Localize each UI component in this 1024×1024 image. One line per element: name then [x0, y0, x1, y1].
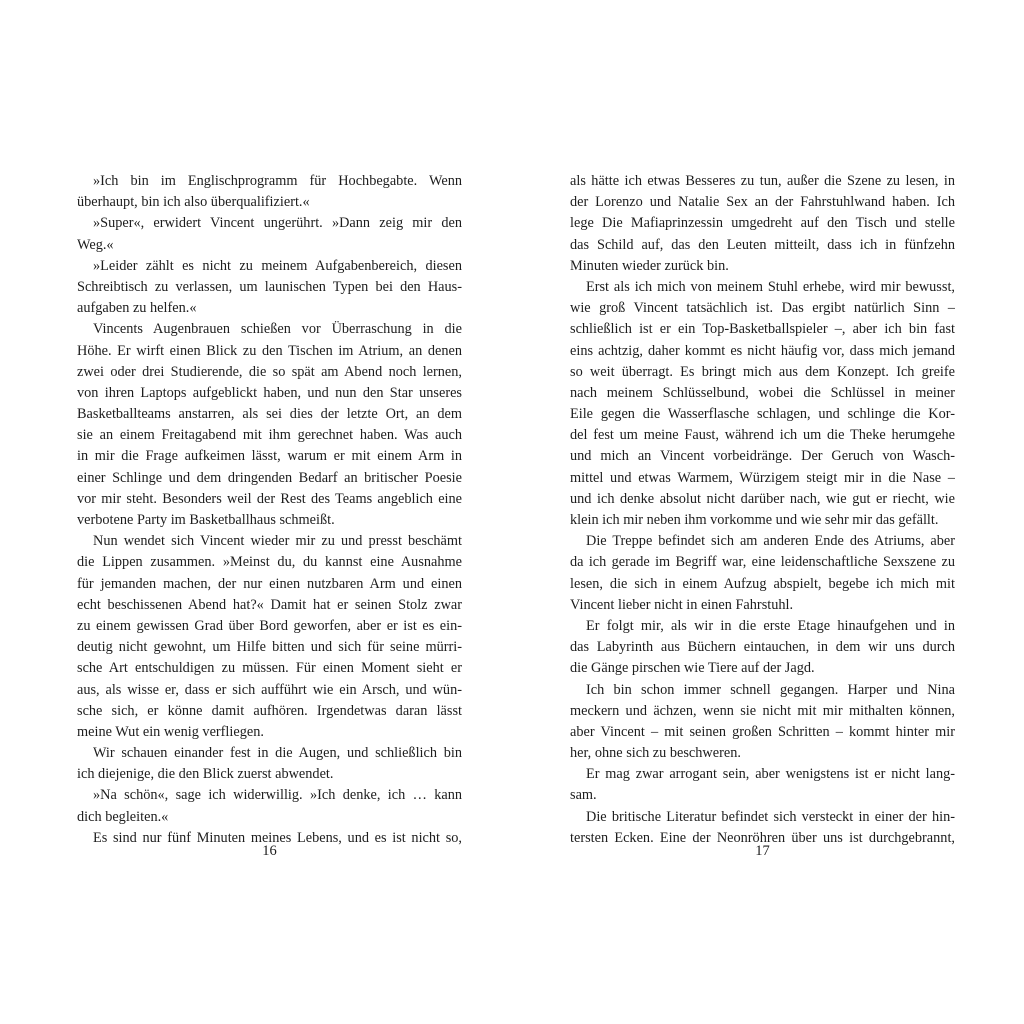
text-line: meckern und ächzen, wenn sie nicht mit mir mithalten können, — [570, 702, 955, 719]
text-line: »Ich bin im Englischprogramm für Hochbegabte. Wenn — [93, 173, 462, 189]
text-line: sam. — [570, 787, 597, 804]
text-line: die Gänge pirschen wie Tiere auf der Jagd. — [570, 660, 815, 677]
text-line: eins achtzig, daher kommt es nicht häufig vor, dass mich jemand — [570, 342, 955, 359]
text-line: dich begleiten.« — [77, 808, 169, 825]
text-line: zu einem gewissen Grad über Bord geworfen, aber er ist es ein- — [77, 617, 462, 634]
text-line: Erst als ich mich von meinem Stuhl erhebe, wird mir bewusst, — [586, 278, 955, 295]
text-line: lesen, die sich in einem Aufzug abspielt, begebe ich mich mit — [570, 575, 955, 592]
text-line: wie groß Vincent tatsächlich ist. Das ergibt natürlich Sinn – — [570, 300, 955, 317]
text-line: meine Wut ein wenig verfliegen. — [77, 723, 264, 740]
text-line: Die Treppe befindet sich am anderen Ende des Atriums, aber — [586, 533, 955, 550]
text-line: Nun wendet sich Vincent wieder mir zu und presst beschämt — [93, 533, 462, 550]
text-line: sie an einem Freitagabend mit ihm gerechnet haben. Was auch — [77, 427, 462, 444]
text-line: zwei oder drei Studierende, die so spät am Abend noch lernen, — [77, 363, 462, 380]
text-line: Eile gegen die Wasserflasche schlagen, und schlinge die Kor- — [570, 406, 955, 423]
right-page-number: 17 — [755, 843, 770, 859]
left-page-number: 16 — [262, 843, 277, 859]
text-line: überhaupt, bin ich also überqualifiziert.« — [77, 194, 310, 211]
text-line: Es sind nur fünf Minuten meines Lebens, und es ist nicht so, — [93, 829, 462, 846]
text-line: »Super«, erwidert Vincent ungerührt. »Dann zeig mir den — [93, 215, 462, 232]
text-line: einer Schlinge und dem dringenden Bedarf an britischer Poesie — [77, 469, 462, 486]
text-line: das Labyrinth aus Büchern eintauchen, in dem wir uns durch — [570, 639, 955, 656]
text-line: in mir die Frage aufkeimen lässt, warum er mit einem Arm in — [77, 448, 462, 465]
text-line: und mich an Vincent vorbeidränge. Der Geruch von Wasch- — [570, 448, 955, 465]
text-line: deutig nicht gewohnt, um Hilfe bitten und sich für seine mürri- — [77, 639, 462, 656]
right-page-text — [570, 171, 955, 849]
text-line: »Na schön«, sage ich widerwillig. »Ich denke, ich … kann — [93, 787, 462, 804]
text-line: nach meinem Schlüsselbund, wobei die Schlüssel in meiner — [570, 384, 955, 401]
text-line: Vincents Augenbrauen schießen vor Überraschung in die — [93, 321, 462, 338]
text-line: ich diejenige, die den Blick zuerst abwendet. — [77, 766, 334, 783]
text-line: schließlich ist er ein Top-Basketballspieler –, aber ich bin fast — [570, 321, 955, 338]
text-line: sche sich, er könne damit aufhören. Irgendetwas daran lässt — [77, 702, 462, 719]
text-line: von ihren Laptops aufgeblickt haben, und nun den Star unseres — [77, 384, 462, 401]
text-line: der Lorenzo und Natalie Sex an der Fahrstuhlwand haben. Ich — [570, 194, 955, 211]
text-line: Er folgt mir, als wir in die erste Etage hinaufgehen und in — [586, 617, 955, 634]
text-line: Höhe. Er wirft einen Blick zu den Tischen im Atrium, an denen — [77, 342, 462, 359]
text-line: Er mag zwar arrogant sein, aber wenigstens ist er nicht lang- — [586, 766, 955, 783]
text-line: klein ich mir neben ihm vorkomme und wie sehr mir das gefällt. — [570, 512, 939, 528]
left-page-text — [77, 171, 462, 849]
text-line: Minuten wieder zurück bin. — [570, 257, 729, 274]
text-line: so weit überragt. Es bringt mich aus dem Konzept. Ich greife — [570, 363, 955, 380]
text-line: del fest um meine Faust, während ich um die Theke herumgehe — [570, 427, 955, 444]
text-line: verbotene Party im Basketballhaus schmeißt. — [77, 512, 335, 528]
text-line: Ich bin schon immer schnell gegangen. Harper und Nina — [586, 681, 955, 698]
text-line: aber Vincent – mit seinen großen Schritten – kommt hinter mir — [570, 723, 955, 740]
text-line: die Lippen zusammen. »Meinst du, du kannst eine Ausnahme — [77, 554, 462, 571]
text-line: lege Die Mafiaprinzessin umgedreht auf den Tisch und stelle — [570, 215, 955, 232]
text-line: sche Art entschuldigen zu müssen. Für einen Moment sieht er — [77, 660, 462, 677]
text-line: Die britische Literatur befindet sich versteckt in einer der hin- — [586, 808, 955, 825]
text-line: aus, als wisse er, dass er sich aufführt wie ein Arsch, und wün- — [77, 681, 462, 698]
text-line: da ich gerade im Begriff war, eine leidenschaftliche Sexszene zu — [570, 554, 955, 571]
text-line: und ich denke absolut nicht darüber nach, wie gut er riecht, wie — [570, 490, 955, 507]
text-line: mittel und etwas Warmem, Würzigem steigt mir in die Nase – — [570, 469, 955, 486]
text-line: als hätte ich etwas Besseres zu tun, außer die Szene zu lesen, in — [570, 173, 955, 189]
text-line: Basketballteams anstarren, als sei dies der letzte Ort, an dem — [77, 406, 462, 423]
text-line: Wir schauen einander fest in die Augen, und schließlich bin — [93, 745, 462, 762]
text-line: aufgaben zu helfen.« — [77, 300, 197, 317]
text-line: Weg.« — [77, 236, 114, 253]
text-line: das Schild auf, das den Leuten mitteilt, dass ich in fünfzehn — [570, 236, 955, 253]
text-line: »Leider zählt es nicht zu meinem Aufgabenbereich, diesen — [93, 257, 462, 274]
text-line: echt beschissenen Abend hat?« Damit hat er seinen Stolz zwar — [77, 596, 462, 613]
text-line: tersten Ecken. Eine der Neonröhren über uns ist durchgebrannt, — [570, 829, 955, 846]
text-line: Vincent lieber nicht in einen Fahrstuhl. — [570, 596, 794, 613]
text-line: her, ohne sich zu beschweren. — [570, 745, 741, 762]
text-line: vor mir steht. Besonders weil der Rest des Teams angeblich eine — [77, 490, 462, 507]
text-line: für jemanden machen, der nur einen nutzbaren Arm und einen — [77, 575, 462, 592]
text-line: Schreibtisch zu verlassen, um launischen Typen bei den Haus- — [77, 278, 462, 295]
